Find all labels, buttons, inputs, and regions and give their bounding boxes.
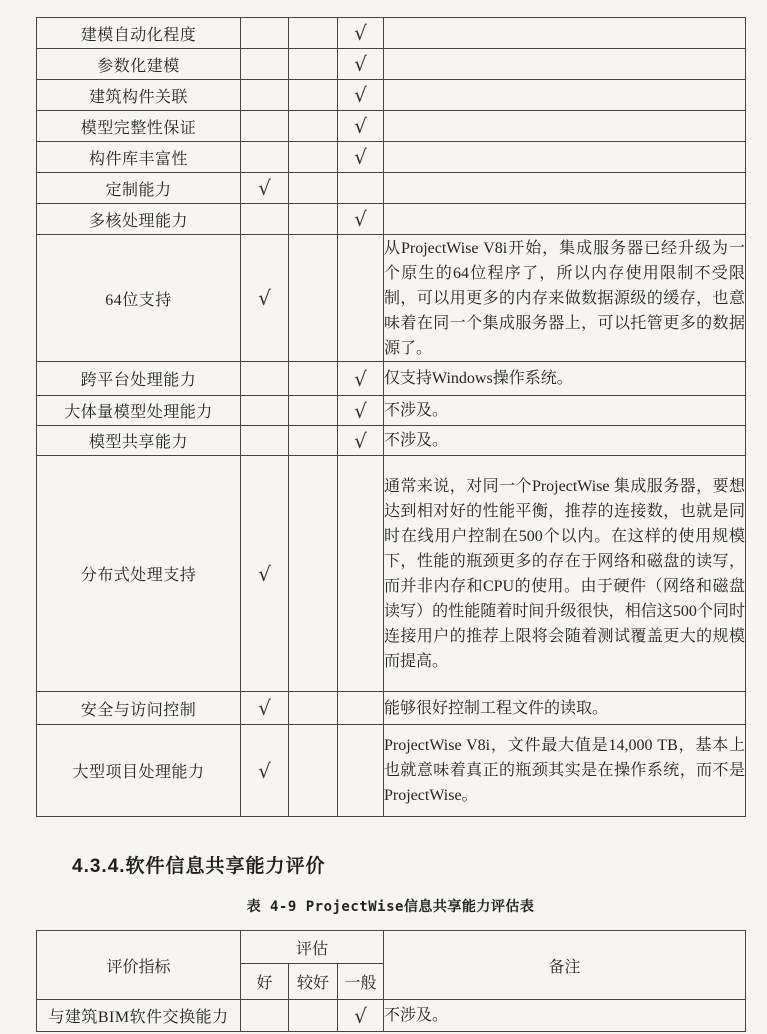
info-sharing-evaluation-table <box>36 930 746 1032</box>
header-better: 较好 <box>289 964 338 1000</box>
row-indicator-label: 参数化建模 <box>37 49 241 80</box>
empty-cell <box>241 80 289 111</box>
row-indicator-label: 建筑构件关联 <box>37 80 241 111</box>
table-row <box>37 1000 746 1032</box>
table-row <box>37 692 746 725</box>
table-row <box>37 396 746 426</box>
section-heading: 4.3.4.软件信息共享能力评价 <box>72 856 326 877</box>
check-mark-normal: √ <box>338 362 384 396</box>
table-row <box>37 49 746 80</box>
empty-cell <box>289 1000 338 1032</box>
empty-cell <box>241 1000 289 1032</box>
row-remark <box>384 111 746 142</box>
row-indicator-label: 分布式处理支持 <box>37 456 241 692</box>
row-remark: 不涉及。 <box>384 396 746 426</box>
table-row <box>37 18 746 49</box>
table-row <box>37 142 746 173</box>
header-remark: 备注 <box>384 931 746 1000</box>
empty-cell <box>338 173 384 204</box>
empty-cell <box>289 173 338 204</box>
empty-cell <box>289 111 338 142</box>
empty-cell <box>289 396 338 426</box>
table-row <box>37 456 746 692</box>
empty-cell <box>338 235 384 362</box>
row-remark: 从ProjectWise V8i开始，集成服务器已经升级为一个原生的64位程序了，所以内存使用限制不受限制，可以用更多的内存来做数据源级的缓存，也意味着在同一个集成服务器上，可以托管更多的数据源了。 <box>384 235 746 362</box>
row-indicator-label: 多核处理能力 <box>37 204 241 235</box>
check-mark-normal: √ <box>338 49 384 80</box>
table-row <box>37 80 746 111</box>
row-indicator-label: 模型共享能力 <box>37 426 241 456</box>
empty-cell <box>241 18 289 49</box>
table-row <box>37 725 746 817</box>
table-header-row <box>37 931 746 964</box>
empty-cell <box>289 426 338 456</box>
table-row <box>37 235 746 362</box>
empty-cell <box>241 111 289 142</box>
empty-cell <box>241 204 289 235</box>
check-mark-good: √ <box>241 692 289 725</box>
empty-cell <box>338 456 384 692</box>
check-mark-normal: √ <box>338 142 384 173</box>
row-indicator-label: 跨平台处理能力 <box>37 362 241 396</box>
row-remark: 不涉及。 <box>384 426 746 456</box>
empty-cell <box>289 18 338 49</box>
empty-cell <box>241 362 289 396</box>
empty-cell <box>289 725 338 817</box>
check-mark-normal: √ <box>338 1000 384 1032</box>
empty-cell <box>289 80 338 111</box>
empty-cell <box>289 235 338 362</box>
empty-cell <box>289 692 338 725</box>
empty-cell <box>289 456 338 692</box>
table-row <box>37 111 746 142</box>
row-remark <box>384 18 746 49</box>
check-mark-normal: √ <box>338 396 384 426</box>
row-indicator-label: 64位支持 <box>37 235 241 362</box>
row-indicator-label: 定制能力 <box>37 173 241 204</box>
empty-cell <box>241 426 289 456</box>
check-mark-good: √ <box>241 173 289 204</box>
empty-cell <box>241 142 289 173</box>
capability-evaluation-table <box>36 17 746 817</box>
row-remark: 仅支持Windows操作系统。 <box>384 362 746 396</box>
row-remark: 不涉及。 <box>384 1000 746 1032</box>
empty-cell <box>241 396 289 426</box>
row-remark: 通常来说，对同一个ProjectWise 集成服务器，要想达到相对好的性能平衡，推荐的连接数，也就是同时在线用户控制在500个以内。在这样的使用规模下，性能的瓶颈更多的存在于网络和磁盘的读写，而并非内存和CPU的使用。由于硬件（网络和磁盘读写）的性能随着时间升级很快，相信这500个同时连接用户的推荐上限将会随着测试覆盖更大的规模而提高。 <box>384 456 746 692</box>
header-normal: 一般 <box>338 964 384 1000</box>
header-good: 好 <box>241 964 289 1000</box>
check-mark-normal: √ <box>338 80 384 111</box>
row-indicator-label: 构件库丰富性 <box>37 142 241 173</box>
empty-cell <box>338 725 384 817</box>
check-mark-normal: √ <box>338 111 384 142</box>
empty-cell <box>289 362 338 396</box>
header-evaluation: 评估 <box>241 931 384 964</box>
empty-cell <box>289 142 338 173</box>
row-remark <box>384 204 746 235</box>
row-remark: ProjectWise V8i，文件最大值是14,000 TB，基本上也就意味着真正的瓶颈其实是在操作系统，而不是ProjectWise。 <box>384 725 746 817</box>
check-mark-good: √ <box>241 235 289 362</box>
empty-cell <box>289 49 338 80</box>
table-row <box>37 362 746 396</box>
table-row <box>37 173 746 204</box>
check-mark-good: √ <box>241 456 289 692</box>
empty-cell <box>241 49 289 80</box>
row-indicator-label: 模型完整性保证 <box>37 111 241 142</box>
check-mark-normal: √ <box>338 204 384 235</box>
check-mark-normal: √ <box>338 426 384 456</box>
empty-cell <box>289 204 338 235</box>
row-remark <box>384 49 746 80</box>
row-remark: 能够很好控制工程文件的读取。 <box>384 692 746 725</box>
check-mark-good: √ <box>241 725 289 817</box>
table-caption: 表 4-9 ProjectWise信息共享能力评估表 <box>246 899 535 915</box>
table-row <box>37 204 746 235</box>
row-remark <box>384 80 746 111</box>
row-indicator-label: 建模自动化程度 <box>37 18 241 49</box>
empty-cell <box>338 692 384 725</box>
row-remark <box>384 173 746 204</box>
check-mark-normal: √ <box>338 18 384 49</box>
row-indicator-label: 大型项目处理能力 <box>37 725 241 817</box>
table-row <box>37 426 746 456</box>
row-indicator-label: 与建筑BIM软件交换能力 <box>37 1000 241 1032</box>
header-indicator: 评价指标 <box>37 931 241 1000</box>
row-indicator-label: 大体量模型处理能力 <box>37 396 241 426</box>
row-indicator-label: 安全与访问控制 <box>37 692 241 725</box>
row-remark <box>384 142 746 173</box>
